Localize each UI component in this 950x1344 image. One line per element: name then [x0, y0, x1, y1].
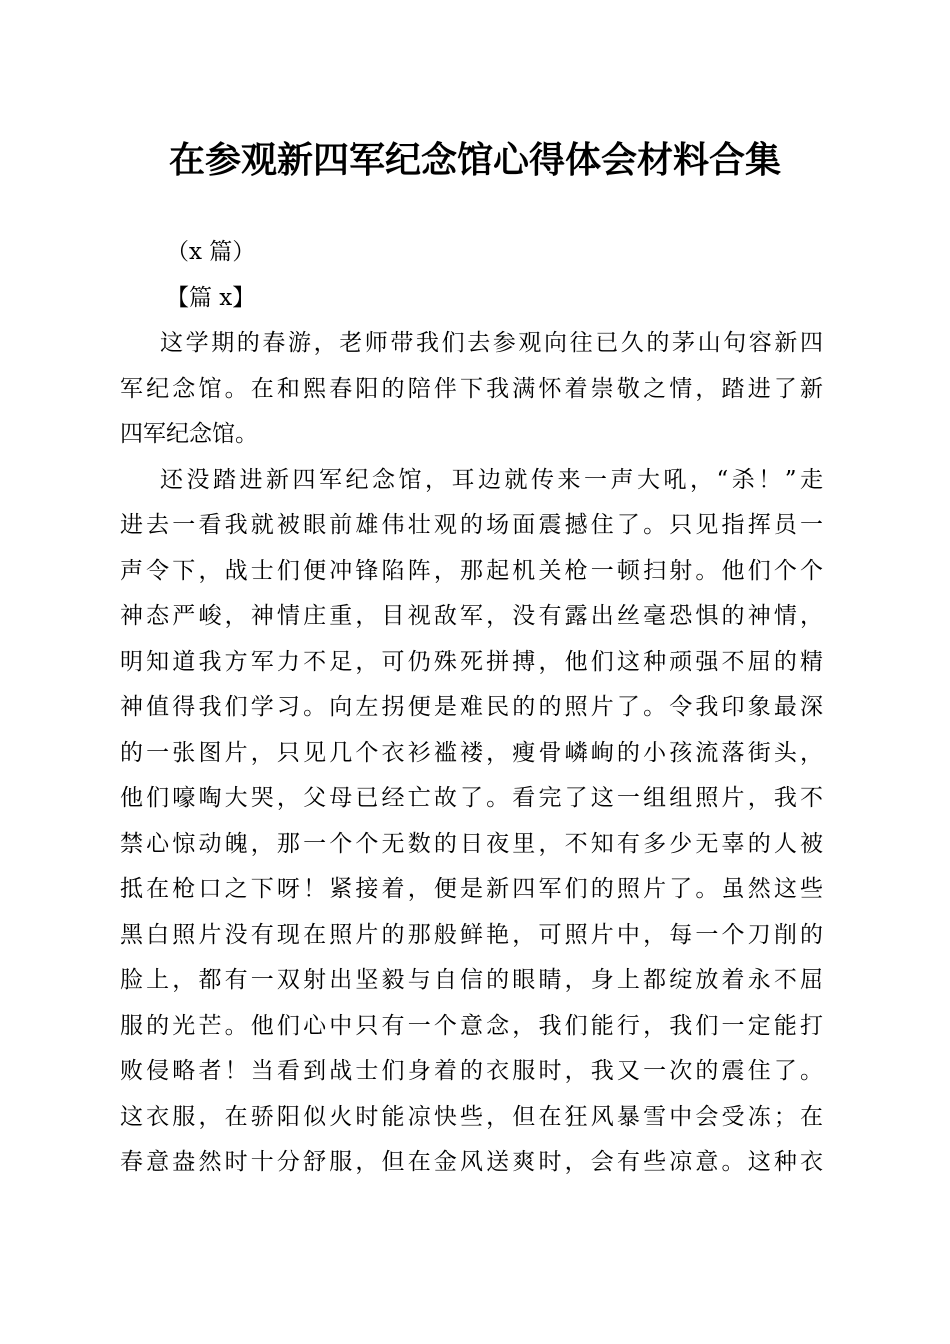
paragraph-line: 还没踏进新四军纪念馆，耳边就传来一声大吼，“杀！”走 [160, 466, 823, 493]
paragraph-line: 黑白照片没有现在照片的那般鲜艳，可照片中，每一个刀削的 [120, 921, 823, 948]
article-count-label: （x 篇） [166, 239, 256, 265]
paragraph [120, 458, 823, 1186]
paragraph-line: 败侵略者！当看到战士们身着的衣服时，我又一次的震住了。 [120, 1058, 823, 1084]
paragraph-line: 的一张图片，只见几个衣衫褴褛，瘦骨嶙峋的小孩流落街头， [120, 739, 823, 766]
paragraph [120, 321, 823, 458]
document-title: 在参观新四军纪念馆心得体会材料合集 [168, 139, 781, 181]
paragraph-line: 进去一看我就被眼前雄伟壮观的场面震撼住了。只见指挥员一 [120, 512, 823, 538]
paragraph-line: 抵在枪口之下呀！紧接着，便是新四军们的照片了。虽然这些 [120, 876, 823, 902]
paragraph-line: 这学期的春游，老师带我们去参观向往已久的茅山句容新四 [160, 330, 823, 356]
paragraph-line: 神态严峻，神情庄重，目视敌军，没有露出丝毫恐惧的神情， [120, 603, 823, 629]
paragraph-line: 脸上，都有一双射出坚毅与自信的眼睛，身上都绽放着永不屈 [120, 967, 823, 993]
paragraph-line: 禁心惊动魄，那一个个无数的日夜里，不知有多少无辜的人被 [120, 830, 823, 857]
paragraph-line: 神值得我们学习。向左拐便是难民的的照片了。令我印象最深 [120, 694, 823, 720]
paragraph-line: 他们嚎啕大哭，父母已经亡故了。看完了这一组组照片，我不 [120, 785, 823, 811]
paragraph-line: 春意盎然时十分舒服，但在金风送爽时，会有些凉意。这种衣 [120, 1149, 823, 1175]
section-label: 【篇 x】 [166, 284, 256, 311]
paragraph-line: 声令下，战士们便冲锋陷阵，那起机关枪一顿扫射。他们个个 [120, 557, 823, 584]
paragraph-line: 服的光芒。他们心中只有一个意念，我们能行，我们一定能打 [120, 1012, 823, 1039]
paragraph-line: 军纪念馆。在和熙春阳的陪伴下我满怀着崇敬之情，踏进了新 [120, 375, 823, 402]
paragraph-line: 这衣服，在骄阳似火时能凉快些，但在狂风暴雪中会受冻；在 [120, 1103, 823, 1130]
document-body [120, 230, 823, 1186]
paragraph-line: 四军纪念馆。 [120, 421, 258, 447]
paragraph-line: 明知道我方军力不足，可仍殊死拼搏，他们这种顽强不屈的精 [120, 648, 823, 675]
